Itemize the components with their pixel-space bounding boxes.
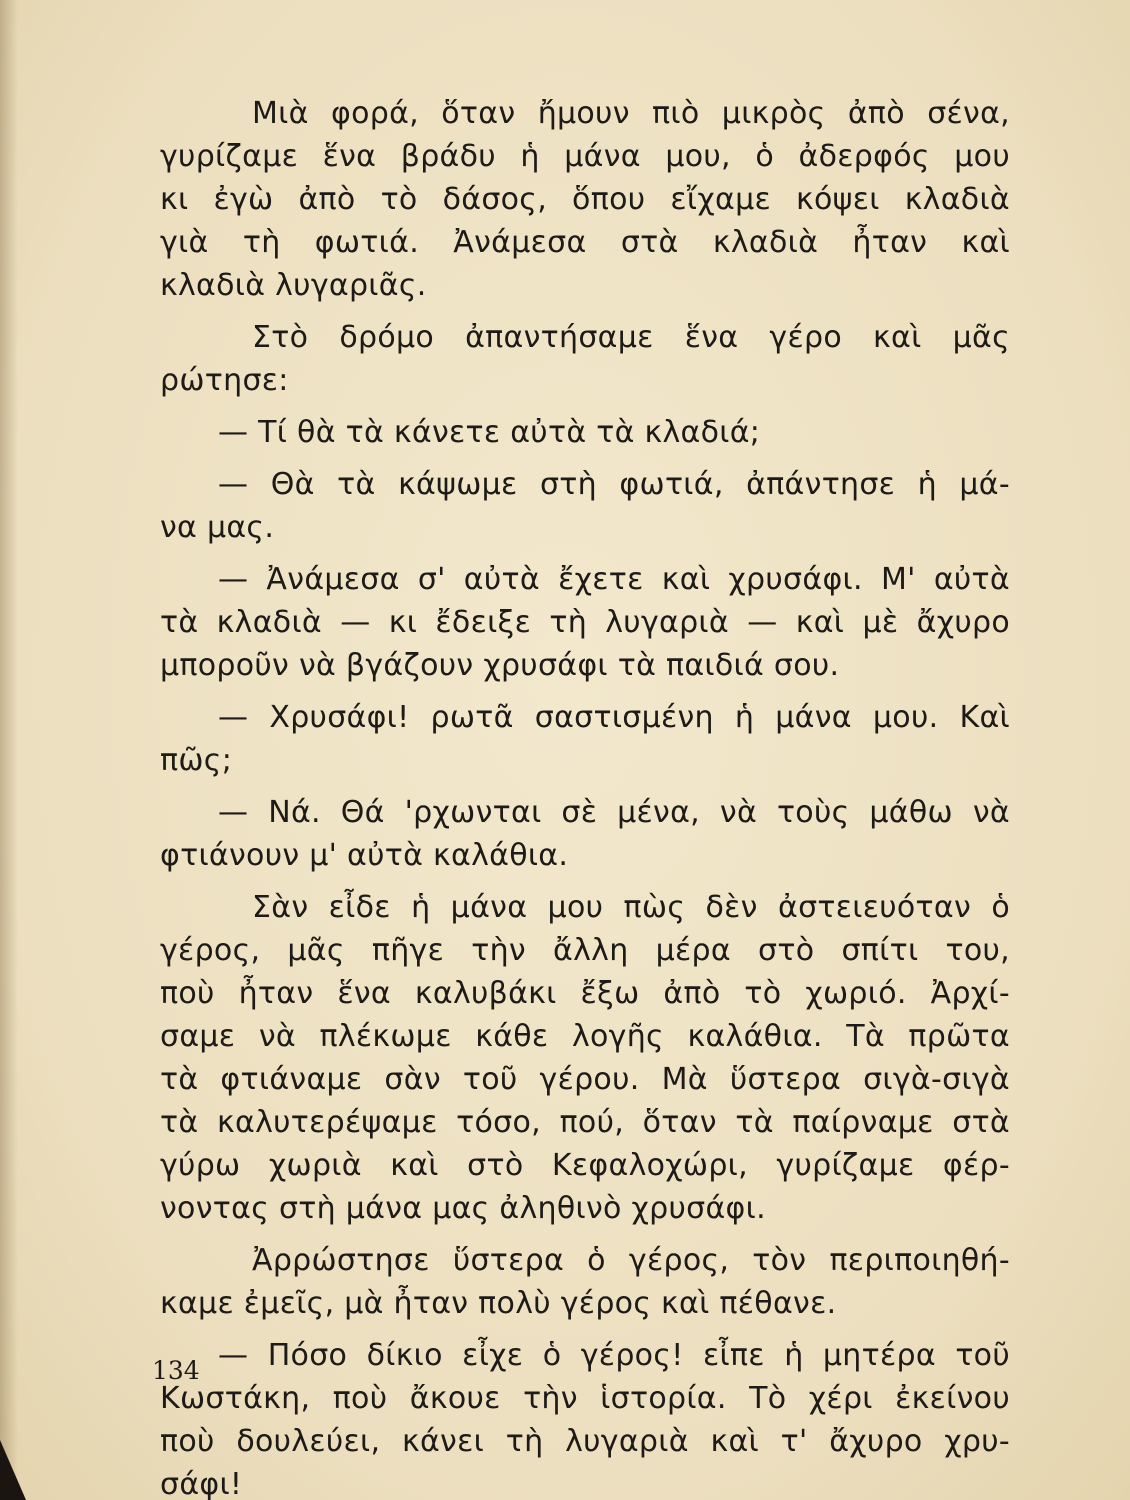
dialogue-line [160, 411, 1010, 454]
text-line: Σὰν εἶδε ἡ μάνα μου πὼς δὲν ἀστειευόταν ὁ [252, 890, 1010, 925]
text-line: τὰ κλαδιὰ — κι ἔδειξε τὴ λυγαριὰ — καὶ μὲ ἄχυρο [160, 605, 1010, 640]
text-line: Κωστάκη, ποὺ ἄκουε τὴν ἱστορία. Τὸ χέρι ἐκείνου [160, 1381, 1010, 1416]
text-line: Μιὰ φορά, ὅταν ἤμουν πιὸ μικρὸς ἀπὸ σένα, [252, 96, 1010, 131]
text-line: φτιάνουν μ' αὐτὰ καλάθια. [160, 838, 569, 873]
paragraph [160, 316, 1010, 402]
text-line: γύρω χωριὰ καὶ στὸ Κεφαλοχώρι, γυρίζαμε φέρ- [160, 1148, 1010, 1183]
dialogue-line [160, 463, 1010, 549]
text-line: ποὺ ἦταν ἕνα καλυβάκι ἔξω ἀπὸ τὸ χωριό. Ἀρχί- [160, 976, 1010, 1011]
text-line: σαμε νὰ πλέκωμε κάθε λογῆς καλάθια. Τὰ πρῶτα [160, 1019, 1010, 1054]
spine-shadow [0, 0, 18, 1500]
text-line: — Χρυσάφι! ρωτᾶ σαστισμένη ἡ μάνα μου. Καὶ [218, 700, 1010, 735]
text-line: πῶς; [160, 743, 233, 778]
text-line: κι ἐγὼ ἀπὸ τὸ δάσος, ὅπου εἴχαμε κόψει κλαδιὰ [160, 182, 1010, 217]
page-corner-shadow [0, 1440, 26, 1500]
text-line: καμε ἐμεῖς, μὰ ἦταν πολὺ γέρος καὶ πέθανε. [160, 1286, 837, 1321]
text-line: — Τί θὰ τὰ κάνετε αὐτὰ τὰ κλαδιά; [218, 415, 761, 450]
text-line: ποὺ δουλεύει, κάνει τὴ λυγαριὰ καὶ τ' ἄχυρο χρυ- [160, 1424, 1010, 1459]
text-line: σάφι! [160, 1467, 243, 1500]
text-line: τὰ καλυτερέψαμε τόσο, πού, ὅταν τὰ παίρναμε στὰ [160, 1105, 1010, 1140]
text-line: τὰ φτιάναμε σὰν τοῦ γέρου. Μὰ ὕστερα σιγὰ-σιγὰ [160, 1062, 1010, 1097]
text-line: να μας. [160, 510, 275, 545]
paragraph [160, 886, 1010, 1230]
text-line: — Θὰ τὰ κάψωμε στὴ φωτιά, ἀπάντησε ἡ μά- [218, 467, 1010, 502]
paragraph [160, 1239, 1010, 1325]
dialogue-line [160, 558, 1010, 687]
text-line: — Νά. Θά 'ρχωνται σὲ μένα, νὰ τοὺς μάθω νὰ [218, 795, 1010, 830]
paragraph [160, 92, 1010, 307]
text-line: Ἀρρώστησε ὕστερα ὁ γέρος, τὸν περιποιηθή- [252, 1243, 1010, 1278]
body-text [160, 92, 1010, 1500]
dialogue-line [160, 1334, 1010, 1500]
text-line: γιὰ τὴ φωτιά. Ἀνάμεσα στὰ κλαδιὰ ἦταν καὶ [160, 225, 1010, 260]
dialogue-line [160, 696, 1010, 782]
text-line: μποροῦν νὰ βγάζουν χρυσάφι τὰ παιδιά σου. [160, 648, 840, 683]
dialogue-line [160, 791, 1010, 877]
text-line: ρώτησε: [160, 363, 289, 398]
text-line: γέρος, μᾶς πῆγε τὴν ἄλλη μέρα στὸ σπίτι του, [160, 933, 1010, 968]
page-number: 134 [152, 1356, 200, 1385]
text-line: — Ἀνάμεσα σ' αὐτὰ ἔχετε καὶ χρυσάφι. Μ' αὐτὰ [218, 562, 1010, 597]
text-line: νοντας στὴ μάνα μας ἀληθινὸ χρυσάφι. [160, 1191, 766, 1226]
text-line: κλαδιὰ λυγαριᾶς. [160, 268, 427, 303]
text-line: Στὸ δρόμο ἀπαντήσαμε ἕνα γέρο καὶ μᾶς [252, 320, 1010, 355]
text-line: — Πόσο δίκιο εἶχε ὁ γέρος! εἶπε ἡ μητέρα τοῦ [218, 1338, 1010, 1373]
text-line: γυρίζαμε ἕνα βράδυ ἡ μάνα μου, ὁ ἀδερφός μου [160, 139, 1010, 174]
